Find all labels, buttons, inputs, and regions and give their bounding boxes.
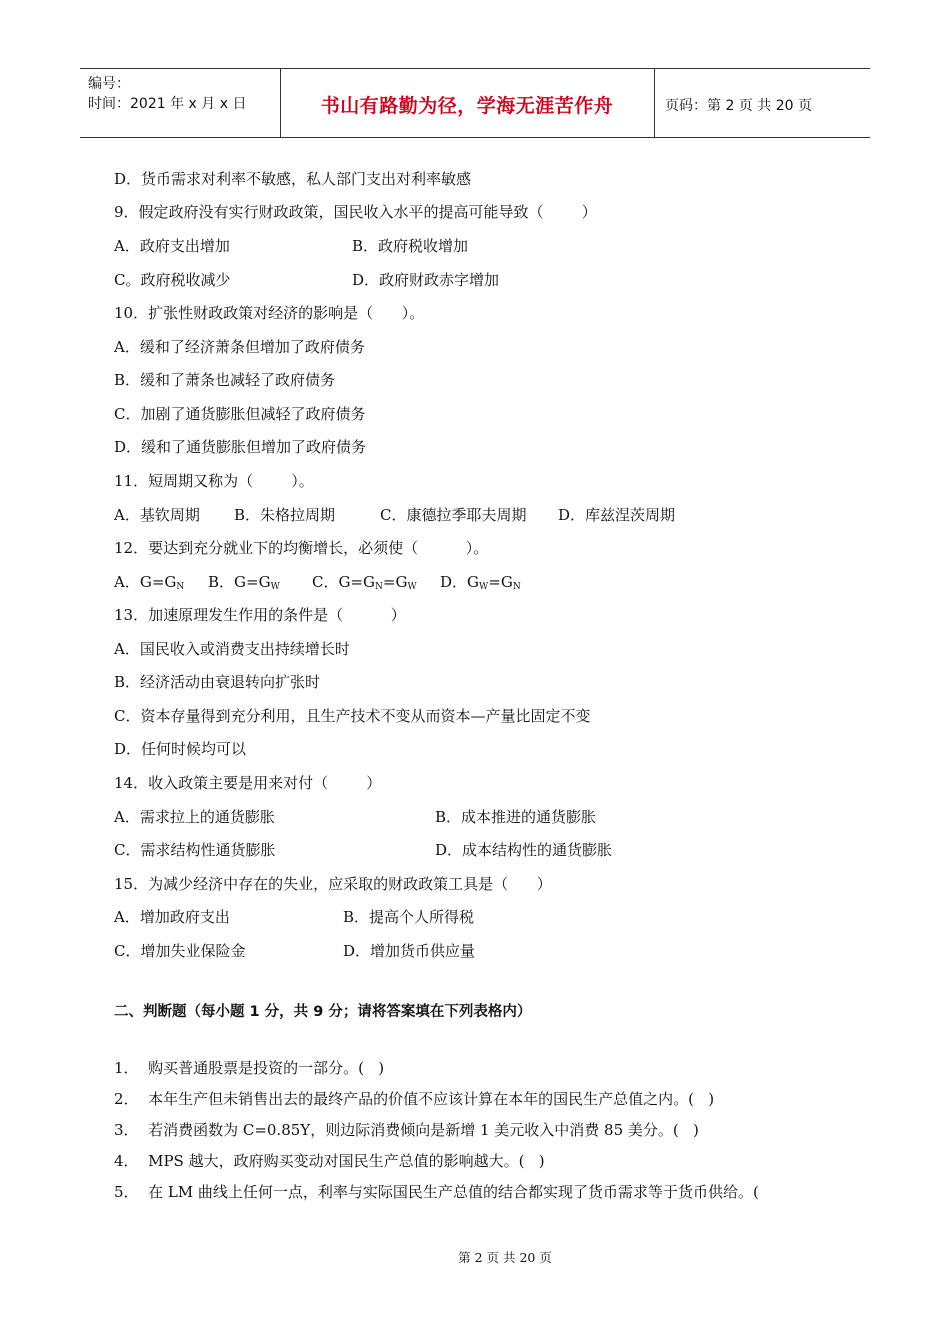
q14-option-c: C．需求结构性通货膨胀 [114, 841, 276, 859]
q12-option-c: C．$G=G_N=G_W$ [312, 573, 417, 592]
q13-option-c: C．资本存量得到充分利用，且生产技术不变从而资本—产量比固定不变 [114, 707, 591, 725]
q14-option-d: D．成本结构性的通货膨胀 [435, 841, 613, 859]
question-10: 10．扩张性财政政策对经济的影响是（ ）。 [114, 304, 425, 322]
judgment-3: 3． 若消费函数为 C=0.85Y，则边际消费倾向是新增 1 美元收入中消费 85 美分。( ) [114, 1121, 699, 1139]
q13-option-a: A．国民收入或消费支出持续增长时 [114, 640, 350, 658]
q13-option-d: D．任何时候均可以 [114, 740, 247, 758]
doc-time-label: 时间：2021 年 x 月 x 日 [88, 96, 247, 112]
q10-option-d: D．缓和了通货膨胀但增加了政府债务 [114, 438, 367, 456]
q10-option-a: A．缓和了经济萧条但增加了政府债务 [114, 338, 365, 356]
q11-option-d: D．库兹涅茨周期 [558, 506, 676, 524]
q15-option-c: C．增加失业保险金 [114, 942, 246, 960]
doc-id-label: 编号： [88, 76, 130, 92]
question-13: 13．加速原理发生作用的条件是（ ） [114, 606, 406, 624]
section-2-heading: 二、判断题（每小题 1 分，共 9 分；请将答案填在下列表格内） [114, 1004, 532, 1020]
header-motto-cell [280, 69, 655, 137]
motto-text: 书山有路勤为径，学海无涯苦作舟 [320, 95, 614, 117]
judgment-4: 4． MPS 越大，政府购买变动对国民生产总值的影响越大。( ) [114, 1152, 545, 1170]
q10-option-b: B．缓和了萧条也减轻了政府债务 [114, 371, 336, 389]
header-page-cell [655, 69, 870, 137]
q12-option-d: D．$G_W=G_N$ [440, 573, 521, 592]
question-12: 12．要达到充分就业下的均衡增长，必须使（ ）。 [114, 539, 489, 557]
header-meta-cell [80, 69, 281, 137]
q8-option-d: D．货币需求对利率不敏感，私人部门支出对利率敏感 [114, 170, 472, 188]
q12-option-b: B．$G=G_W$ [208, 573, 280, 592]
q9-option-b: B．政府税收增加 [352, 237, 469, 255]
q15-option-a: A．增加政府支出 [114, 908, 230, 926]
question-11: 11．短周期又称为（ ）。 [114, 472, 314, 490]
q10-option-c: C．加剧了通货膨胀但减轻了政府债务 [114, 405, 366, 423]
judgment-1: 1． 购买普通股票是投资的一部分。( ) [114, 1059, 385, 1077]
q13-option-b: B．经济活动由衰退转向扩张时 [114, 673, 321, 691]
q11-option-a: A．基钦周期 [114, 506, 200, 524]
q14-option-b: B．成本推进的通货膨胀 [435, 808, 597, 826]
page-footer: 第 2 页 共 20 页 [458, 1250, 552, 1265]
q9-option-c: C。政府税收减少 [114, 271, 231, 289]
q9-option-a: A．政府支出增加 [114, 237, 230, 255]
q12-option-a: A．$G=G_N$ [114, 573, 185, 592]
q11-option-c: C．康德拉季耶夫周期 [380, 506, 527, 524]
judgment-5: 5． 在 LM 曲线上任何一点，利率与实际国民生产总值的结合都实现了货币需求等于货币供给。( [114, 1183, 759, 1201]
q14-option-a: A．需求拉上的通货膨胀 [114, 808, 275, 826]
page-header [80, 68, 870, 138]
question-15: 15．为减少经济中存在的失业，应采取的财政政策工具是（ ） [114, 875, 552, 893]
header-page-number: 页码：第 2 页 共 20 页 [665, 98, 812, 114]
q9-option-d: D．政府财政赤字增加 [352, 271, 500, 289]
judgment-2: 2． 本年生产但未销售出去的最终产品的价值不应该计算在本年的国民生产总值之内。( ) [114, 1090, 715, 1108]
question-14: 14．收入政策主要是用来对付（ ） [114, 774, 382, 792]
q15-option-d: D．增加货币供应量 [343, 942, 476, 960]
question-9: 9．假定政府没有实行财政政策，国民收入水平的提高可能导致（ ） [114, 203, 597, 221]
q11-option-b: B．朱格拉周期 [234, 506, 336, 524]
q15-option-b: B．提高个人所得税 [343, 908, 475, 926]
